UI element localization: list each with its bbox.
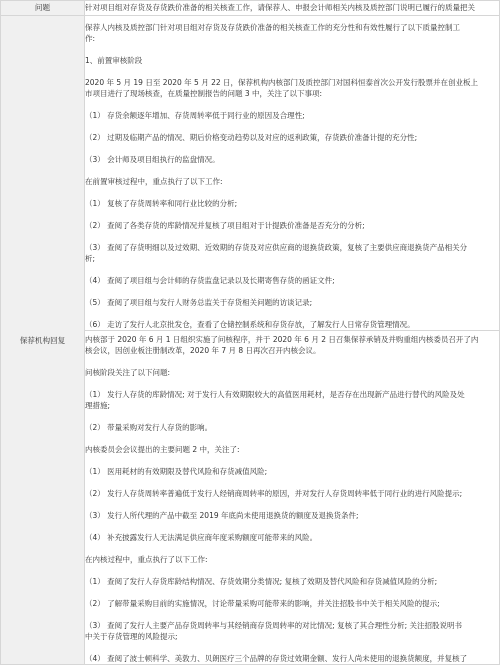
header-row (1, 1, 500, 16)
block1-line: 市项目进行了现场核查，在质量控制报告的问题 3 中，关注了以下事项: (85, 89, 323, 98)
list-item: （1） 存货余额逐年增加、存货周转率低于同行业的原因及合理性; (85, 111, 305, 120)
block2-line: 内核部于 2020 年 6 月 1 日组织实施了问核程序，并于 2020 年 6 月 2 日召集保荐承销及并购重组内核委员召开了内 (85, 335, 479, 344)
list-item: （4） 补充披露发行人无法满足供应商年度采购额度可能带来的风险。 (85, 533, 318, 542)
list-item: （2） 带量采购对发行人存货的影响。 (85, 423, 213, 432)
list-item: （5） 查阅了项目组与发行人财务总监关于存货相关问题的访谈记录; (85, 298, 313, 307)
list-item: （6） 走访了发行人北京批发仓，查看了仓储控制系统和存货存放，了解发行人日常存货管理情况。 (85, 320, 415, 329)
content-row-1 (1, 16, 500, 331)
block1-line: 2020 年 5 月 19 日至 2020 年 5 月 22 日，保荐机构内核部门及质控部门对国科恒泰首次公开发行股票并在创业板上 (85, 78, 479, 87)
block2-line: 问核阶段关注了以下问题: (85, 368, 171, 377)
header-right-cell: 针对项目组对存货及存货跌价准备的相关核查工作，请保荐人、申报会计师相关内核及质控部门说明已履行的质量把关 (85, 1, 500, 16)
header-left-cell: 问题 (1, 1, 85, 16)
list-item: （4） 查阅了项目组与会计师的存货监盘记录以及长期寄售存货的函证文件; (85, 276, 335, 285)
block1-line: 作: (85, 34, 96, 43)
list-item-cont: 析; (85, 254, 96, 263)
list-item-cont: 理措施; (85, 401, 111, 410)
row-label-cell: 保荐机构回复 (1, 16, 85, 665)
list-item: （3） 查阅了发行人主要产品存货周转率与其经销商存货周转率的对比情况; 复核了其合理性分析; 关注招股说明书 (85, 621, 462, 630)
section-heading: 1、前置审核阶段 (85, 56, 143, 65)
content-cell-pre-review (85, 16, 500, 331)
content-cell-kernel-review (85, 331, 500, 665)
block2-line: 内核委员会会议提出的主要问题 2 中，关注了: (85, 445, 240, 454)
list-item: （2） 过期及临期产品的情况、期后价格变动趋势以及对应的返利政策，存货跌价准备计提的充分性; (85, 133, 418, 142)
list-item: （1） 查阅了发行人存货库龄结构情况、存货效期分类情况; 复核了效期及替代风险和存货减值风险的分析; (85, 577, 438, 586)
list-item: （1） 复核了存货周转率和同行业比较的分析; (85, 199, 238, 208)
list-item: （1） 医用耗材的有效期限及替代风险和存货减值风险; (85, 467, 268, 476)
list-item: （2） 了解带量采购目前的实施情况，讨论带量采购可能带来的影响，并关注招股书中关于相关风险的提示; (85, 599, 440, 608)
list-item: （2） 发行人存货周转率普遍低于发行人经销商周转率的原因，并对发行人存货周转率低于同行业的进行风险提示; (85, 489, 463, 498)
block2-line: 核会议，因创业板注册制改革，2020 年 7 月 8 日再次召开内核会议。 (85, 346, 321, 355)
list-item: （3） 发行人所代理的产品中截至 2019 年底尚未使用退换货的额度及退换货条件; (85, 511, 359, 520)
list-item: （1） 发行人存货的库龄情况; 对于发行人有效期限较大的高值医用耗材，是否存在出现新产品进行替代的风险及处 (85, 390, 465, 399)
block2-line: 在内核过程中，重点执行了以下工作: (85, 555, 208, 564)
list-item: （3） 查阅了存货明细以及过效期、近效期的存货及对应供应商的退换货政策，复核了主要供应商退换货产品相关分 (85, 243, 468, 252)
list-item-cont: 中关于存货管理的风险提示; (85, 632, 178, 641)
list-item: （4） 查阅了波士顿科学、美敦力、贝朗医疗三个品牌的存货过效期金额、发行人尚未使用的退换货额度，并复核了 (85, 654, 468, 663)
block1-line: 在前置审核过程中，重点执行了以下工作: (85, 177, 223, 186)
block1-line: 保荐人内核及质控部门针对项目组对存货及存货跌价准备的相关核查工作的充分性和有效性履行了以下质量控制工 (85, 23, 460, 32)
list-item: （2） 查阅了各类存货的库龄情况并复核了项目组对于计提跌价准备是否充分的分析; (85, 221, 365, 230)
list-item: （3） 会计师及项目组执行的监盘情况。 (85, 155, 220, 164)
